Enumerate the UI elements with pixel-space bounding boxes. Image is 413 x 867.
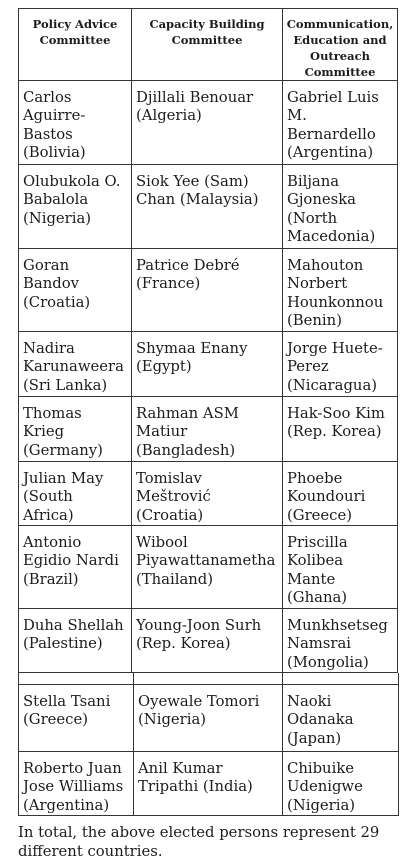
- table-cell: Stella Tsani (Greece): [19, 685, 134, 751]
- table-cell: Chibuike Udenigwe (Nigeria): [283, 752, 399, 815]
- table-cell: Wibool Piyawattanametha (Thailand): [132, 526, 283, 608]
- table-row: [19, 609, 398, 673]
- table-cell: Olubukola O. Babalola (Nigeria): [19, 165, 132, 248]
- table-cell: Hak-Soo Kim (Rep. Korea): [283, 397, 398, 461]
- table-cell: Jorge Huete- Perez (Nicaragua): [283, 332, 398, 396]
- table-cell: Oyewale Tomori (Nigeria): [134, 685, 283, 751]
- table-cell: Biljana Gjoneska (North Macedonia): [283, 165, 398, 248]
- table-cell: Gabriel Luis M. Bernardello (Argentina): [283, 81, 398, 164]
- column-header-policy-advice: Policy Advice Committee: [19, 9, 132, 80]
- table-cell: Djillali Benouar (Algeria): [132, 81, 283, 164]
- table-row: [19, 165, 398, 249]
- table-cell: Roberto Juan Jose Williams (Argentina): [19, 752, 134, 815]
- table-cell: Young-Joon Surh (Rep. Korea): [132, 609, 283, 672]
- table-row: [19, 249, 398, 332]
- table-row: [19, 462, 398, 526]
- summary-text: In total, the above elected persons represent 29 different countries.: [18, 824, 380, 860]
- table-cell: Carlos Aguirre- Bastos (Bolivia): [19, 81, 132, 164]
- table-cell: Antonio Egidio Nardi (Brazil): [19, 526, 132, 608]
- table-cell: Anil Kumar Tripathi (India): [134, 752, 283, 815]
- table-cell: Naoki Odanaka (Japan): [283, 685, 399, 751]
- column-header-communication-education-outreach: Communication, Education and Outreach Committee: [283, 9, 398, 80]
- table-cell: Duha Shellah (Palestine): [19, 609, 132, 672]
- table-row: [19, 526, 398, 609]
- clipped-row: [19, 673, 399, 685]
- table-cell: Nadira Karunaweera (Sri Lanka): [19, 332, 132, 396]
- table-header-row: [19, 9, 398, 81]
- table-cell: Phoebe Koundouri (Greece): [283, 462, 398, 525]
- committee-table-continued: [18, 673, 399, 816]
- table-row: [19, 397, 398, 462]
- column-header-capacity-building: Capacity Building Committee: [132, 9, 283, 80]
- table-cell: Rahman ASM Matiur (Bangladesh): [132, 397, 283, 461]
- table-cell: Shymaa Enany (Egypt): [132, 332, 283, 396]
- table-cell: Thomas Krieg (Germany): [19, 397, 132, 461]
- table-row: [19, 332, 398, 397]
- table-cell: Tomislav Meštrović (Croatia): [132, 462, 283, 525]
- table-cell: Munkhsetseg Namsrai (Mongolia): [283, 609, 398, 672]
- committee-table: [18, 8, 398, 673]
- table-cell: Mahouton Norbert Hounkonnou (Benin): [283, 249, 398, 331]
- table-row: [19, 752, 399, 816]
- table-row: [19, 81, 398, 165]
- table-cell: Julian May (South Africa): [19, 462, 132, 525]
- table-cell: [283, 673, 399, 684]
- table-cell: [134, 673, 283, 684]
- table-cell: Priscilla Kolibea Mante (Ghana): [283, 526, 398, 608]
- table-cell: Goran Bandov (Croatia): [19, 249, 132, 331]
- table-cell: Patrice Debré (France): [132, 249, 283, 331]
- table-row: [19, 685, 399, 752]
- table-cell: Siok Yee (Sam) Chan (Malaysia): [132, 165, 283, 248]
- table-cell: [19, 673, 134, 684]
